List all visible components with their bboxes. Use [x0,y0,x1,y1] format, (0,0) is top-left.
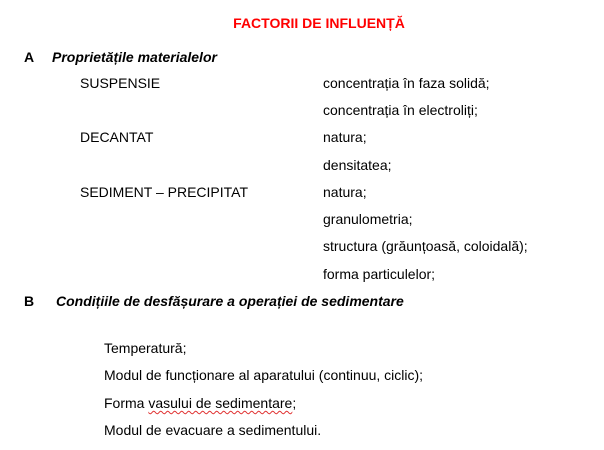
property-item: natura; [323,184,367,200]
material-sediment-precipitat: SEDIMENT – PRECIPITAT [80,184,249,200]
property-item: granulometria; [323,211,413,227]
condition-item: Modul de evacuare a sedimentului. [104,422,322,438]
spellcheck-underline: vasului de sedimentare [148,395,293,411]
condition-item: Temperatură; [104,340,187,356]
property-item: concentrația în faza solidă; [323,75,490,91]
material-decantat: DECANTAT [80,129,154,145]
condition-item: Modul de funcționare al aparatului (continuu, ciclic); [104,367,424,383]
property-item: concentrația în electroliți; [323,102,478,118]
property-item: structura (grăunțoasă, coloidală); [323,238,528,254]
section-a-letter: A [24,49,35,65]
property-item: forma particulelor; [323,266,436,282]
property-item: natura; [323,129,367,145]
page-title: FACTORII DE INFLUENȚĂ [233,15,405,31]
property-item: densitatea; [323,157,392,173]
condition-item: Forma vasului de sedimentare; [104,395,297,411]
section-a-heading: Proprietățile materialelor [52,49,217,65]
section-b-heading: Condițiile de desfășurare a operației de sedimentare [56,293,404,309]
material-suspensie: SUSPENSIE [80,75,161,91]
section-b-letter: B [24,293,35,309]
